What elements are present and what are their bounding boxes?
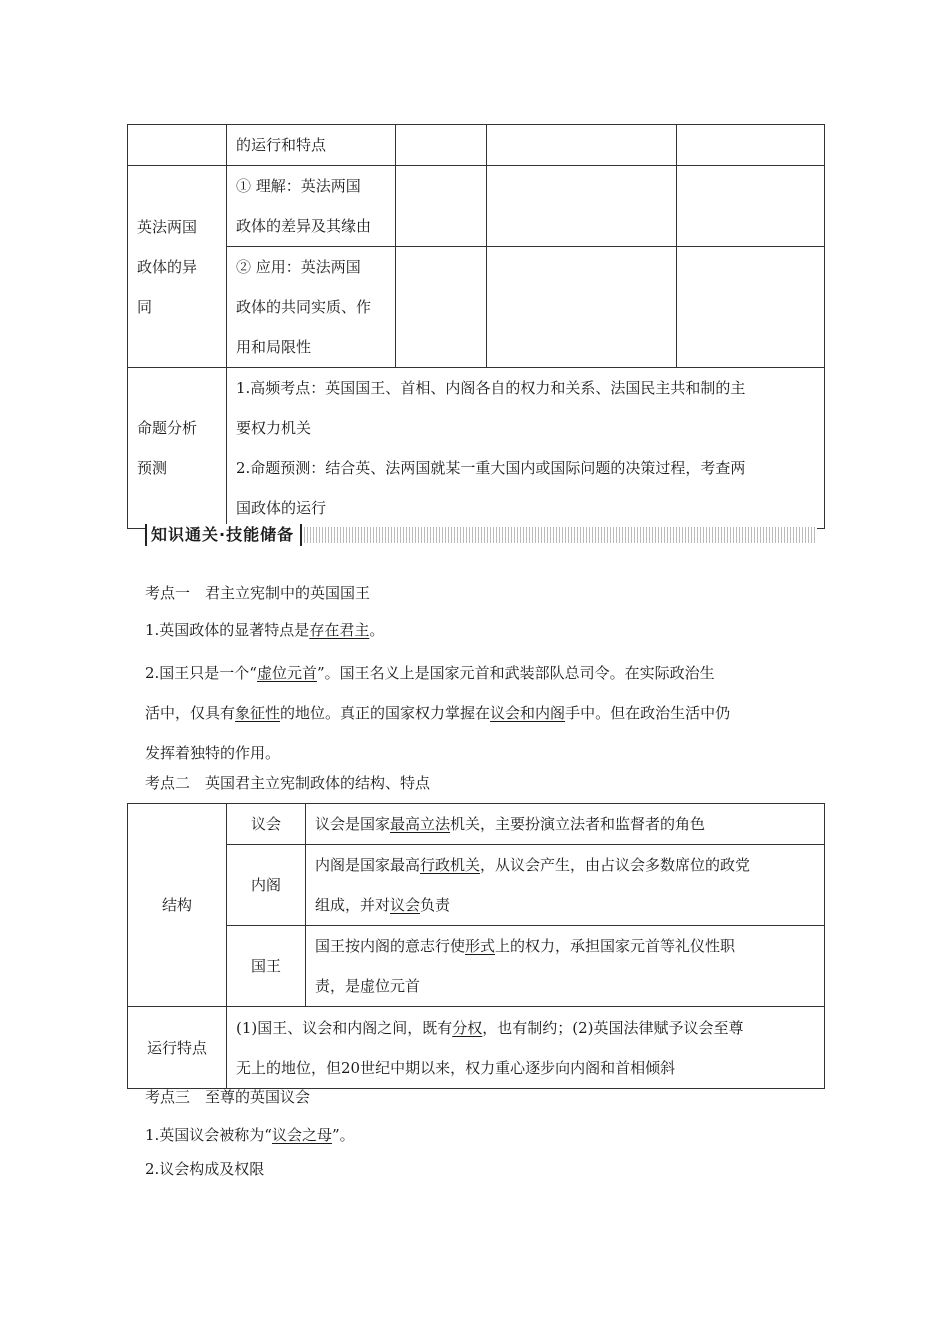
parliament-desc bbox=[306, 804, 825, 845]
analysis-label-line: 命题分析 bbox=[137, 419, 198, 437]
text: 1.英国议会被称为“ bbox=[145, 1126, 272, 1144]
kp1-paragraph-1 bbox=[145, 619, 815, 640]
text: 责，是虚位元首 bbox=[315, 977, 421, 995]
text: 手中。但在政治生活中仍 bbox=[565, 704, 731, 722]
text: ”。国王名义上是国家元首和武装部队总司令。在实际政治生 bbox=[317, 664, 715, 682]
text: 机关，主要扮演立法者和监督者的角色 bbox=[450, 815, 706, 833]
topic-label-line: 同 bbox=[137, 297, 153, 316]
underlined-answer: 议会之母 bbox=[271, 1126, 332, 1144]
parliament-label: 议会 bbox=[227, 804, 306, 845]
cell-empty bbox=[487, 247, 677, 368]
text: 1.英国政体的显著特点是 bbox=[145, 621, 310, 639]
cell-empty bbox=[128, 125, 227, 166]
text: 议会是国家 bbox=[315, 815, 391, 833]
cell-operation-features: 的运行和特点 bbox=[227, 125, 396, 166]
analysis-line: 1.高频考点：英国国王、首相、内阁各自的权力和关系、法国民主共和制的主 bbox=[236, 379, 746, 397]
text: 的地位。真正的国家权力掌握在 bbox=[280, 704, 491, 722]
cell-empty bbox=[677, 125, 825, 166]
section-banner bbox=[145, 524, 817, 546]
requirement-line: 政体的差异及其缘由 bbox=[236, 217, 372, 235]
text: 负责 bbox=[420, 896, 451, 914]
underlined-answer: 象征性 bbox=[235, 704, 281, 722]
cell-empty bbox=[396, 125, 487, 166]
text: 发挥着独特的作用。 bbox=[145, 744, 281, 762]
structure-table bbox=[127, 803, 825, 1089]
structure-label: 结构 bbox=[128, 804, 227, 1007]
topic-label-line: 政体的异 bbox=[137, 257, 198, 276]
text: ，从议会产生，由占议会多数席位的政党 bbox=[480, 856, 751, 874]
kp1-paragraph-2 bbox=[145, 653, 817, 773]
cell-empty bbox=[396, 166, 487, 247]
topic-label-cell bbox=[128, 166, 227, 368]
analysis-line: 要权力机关 bbox=[236, 419, 312, 437]
cell-empty bbox=[487, 125, 677, 166]
analysis-text-cell bbox=[227, 368, 825, 529]
operation-label: 运行特点 bbox=[128, 1007, 227, 1089]
cabinet-desc bbox=[306, 845, 825, 926]
requirement-line: 政体的共同实质、作 bbox=[236, 298, 372, 316]
text: 2.国王只是一个“ bbox=[145, 664, 257, 682]
king-desc bbox=[306, 926, 825, 1007]
kp3-heading: 考点三 至尊的英国议会 bbox=[145, 1088, 311, 1106]
requirement-line: ① 理解：英法两国 bbox=[236, 177, 361, 195]
text: ，也有制约；(2)英国法律赋予议会至尊 bbox=[482, 1018, 744, 1037]
operation-desc bbox=[227, 1007, 825, 1089]
underlined-answer: 议会和内阁 bbox=[490, 704, 566, 722]
requirement-understand-cell bbox=[227, 166, 396, 247]
text: 内阁是国家最高 bbox=[315, 856, 421, 874]
topic-label-line: 英法两国 bbox=[137, 217, 198, 236]
text: 无上的地位，但20世纪中期以来，权力重心逐步向内阁和首相倾斜 bbox=[236, 1058, 676, 1077]
underlined-answer: 行政机关 bbox=[420, 856, 481, 874]
underlined-answer: 分权 bbox=[452, 1018, 483, 1037]
king-label: 国王 bbox=[227, 926, 306, 1007]
analysis-label-line: 预测 bbox=[137, 459, 168, 477]
underlined-answer: 虚位元首 bbox=[256, 664, 317, 682]
cell-empty bbox=[677, 166, 825, 247]
analysis-line: 国政体的运行 bbox=[236, 499, 327, 517]
banner-title: 知识通关·技能储备 bbox=[145, 524, 302, 546]
requirement-line: ② 应用：英法两国 bbox=[236, 258, 361, 276]
text: (1)国王、议会和内阁之间，既有 bbox=[236, 1018, 453, 1037]
cabinet-label: 内阁 bbox=[227, 845, 306, 926]
text: 国王按内阁的意志行使 bbox=[315, 937, 466, 955]
cell-empty bbox=[396, 247, 487, 368]
requirement-apply-cell bbox=[227, 247, 396, 368]
curriculum-table bbox=[127, 124, 825, 529]
text: 。 bbox=[369, 621, 385, 639]
underlined-answer: 形式 bbox=[465, 937, 496, 955]
underlined-answer: 最高立法 bbox=[390, 815, 451, 833]
kp1-heading: 考点一 君主立宪制中的英国国王 bbox=[145, 584, 371, 602]
underlined-answer: 存在君主 bbox=[309, 621, 370, 639]
analysis-label-cell bbox=[128, 368, 227, 529]
text: 组成，并对 bbox=[315, 896, 391, 914]
requirement-line: 用和局限性 bbox=[236, 338, 312, 356]
analysis-line: 2.命题预测：结合英、法两国就某一重大国内或国际问题的决策过程，考查两 bbox=[236, 459, 746, 477]
underlined-answer: 议会 bbox=[390, 896, 421, 914]
cell-empty bbox=[677, 247, 825, 368]
kp3-paragraph-2: 2.议会构成及权限 bbox=[145, 1160, 265, 1178]
text: 上的权力，承担国家元首等礼仪性职 bbox=[495, 937, 736, 955]
kp3-paragraph-1 bbox=[145, 1124, 815, 1145]
text: ”。 bbox=[332, 1126, 355, 1144]
cell-empty bbox=[487, 166, 677, 247]
kp2-heading: 考点二 英国君主立宪制政体的结构、特点 bbox=[145, 774, 431, 792]
text: 活中，仅具有 bbox=[145, 704, 236, 722]
